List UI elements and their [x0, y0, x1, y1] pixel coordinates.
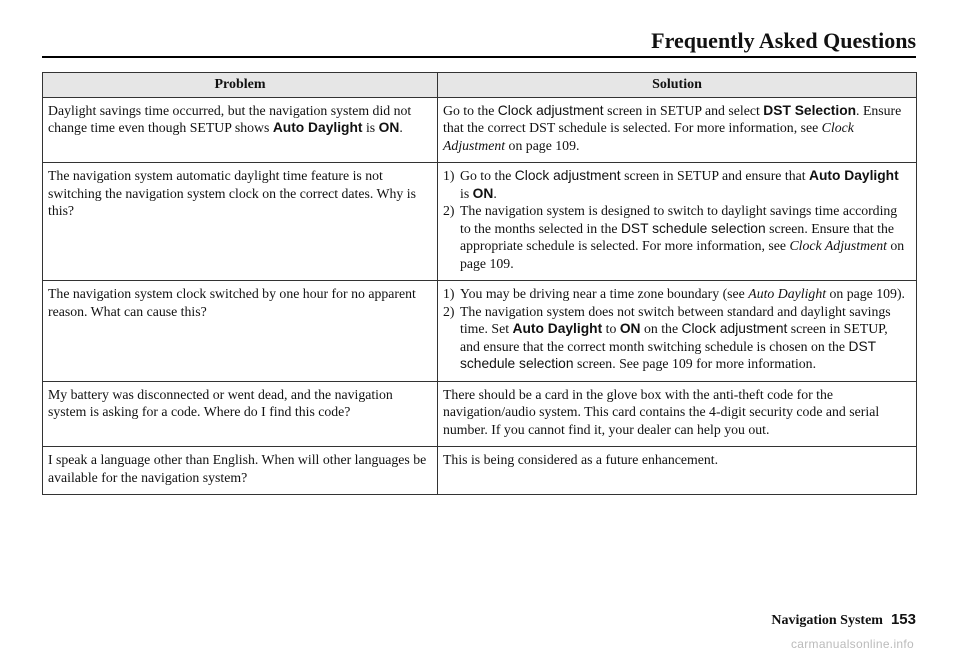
- solution-column-header: Solution: [438, 73, 917, 98]
- table-row: [43, 381, 917, 447]
- solution-text: screen in SETUP and ensure that: [620, 168, 810, 183]
- table-row: [43, 281, 917, 382]
- cross-reference: Clock Adjustment: [443, 120, 854, 153]
- solution-cell: There should be a card in the glove box with the anti-theft code for the navigation/audio system. This card contains the 4-digit security code and serial number. If you cannot find it, your dealer can help you out.: [438, 381, 917, 447]
- solution-text: screen. Ensure that the appropriate schedule is selected. For more information, see: [460, 220, 894, 253]
- problem-text: is: [362, 120, 379, 135]
- solution-text: The navigation system does not switch between standard and daylight savings time. Set: [460, 303, 891, 336]
- problem-cell: [43, 97, 438, 163]
- solution-text: .: [493, 185, 497, 201]
- setting-name: Auto Daylight: [809, 168, 899, 183]
- solution-text: on page 109).: [826, 286, 905, 301]
- setting-value: ON: [378, 120, 400, 135]
- setting-name: Auto Daylight: [272, 120, 363, 135]
- problem-column-header: Problem: [43, 73, 438, 98]
- solution-cell: [438, 97, 917, 163]
- solution-text: Ensure that the correct DST schedule is selected. For more information, see: [443, 102, 902, 135]
- setting-value: ON: [472, 185, 494, 201]
- solution-cell: [438, 281, 917, 382]
- problem-text: Daylight savings time occurred, but the navigation system did not change time even though SETUP shows: [48, 102, 412, 135]
- step-number: 2): [443, 303, 455, 319]
- page-title: Frequently Asked Questions: [651, 28, 916, 53]
- table-header-row: [43, 73, 917, 98]
- solution-text: on page 109.: [505, 137, 580, 153]
- cross-reference: Clock Adjustment: [789, 238, 887, 253]
- step-text: [460, 285, 905, 303]
- setting-name: Auto Daylight: [512, 321, 603, 336]
- solution-text: You may be driving near a time zone boundary (see: [460, 286, 749, 301]
- page-footer: [771, 611, 916, 629]
- problem-cell: The navigation system automatic daylight time feature is not switching the navigation system clock on the correct dates. Why is this?: [43, 163, 438, 281]
- solution-step: [443, 167, 910, 202]
- step-number: 1): [443, 168, 455, 183]
- problem-text: .: [399, 120, 403, 135]
- solution-step: [443, 303, 910, 373]
- table-row: [43, 163, 917, 281]
- step-number: 2): [443, 203, 455, 218]
- page-number: 153: [890, 611, 916, 628]
- screen-name: DST schedule selection: [620, 220, 766, 236]
- step-text: [460, 202, 910, 272]
- solution-text: Go to the: [460, 168, 515, 183]
- table-row: [43, 447, 917, 495]
- solution-text: screen. See page 109 for more information.: [573, 356, 817, 371]
- step-text: [460, 303, 910, 373]
- solution-text: to: [602, 321, 620, 336]
- screen-name: Clock adjustment: [681, 321, 788, 336]
- solution-step: [443, 202, 910, 272]
- step-text: [460, 167, 910, 202]
- faq-table: [42, 72, 917, 495]
- step-number: 1): [443, 286, 455, 301]
- solution-cell: [438, 163, 917, 281]
- table-row: [43, 97, 917, 163]
- solution-text: screen in SETUP, and ensure that the correct month switching schedule is chosen on the: [460, 321, 888, 354]
- solution-step: [443, 285, 910, 303]
- solution-text: on the: [640, 321, 682, 336]
- solution-text: The navigation system is designed to switch to daylight savings time according to the months selected in the: [460, 203, 898, 236]
- watermark: carmanualsonline.info: [790, 637, 914, 651]
- solution-text: is: [460, 185, 473, 201]
- title-rule: [42, 56, 916, 58]
- footer-section-title: Navigation System: [771, 613, 883, 628]
- setting-value: ON: [619, 321, 641, 336]
- solution-text: screen in SETUP and select: [603, 102, 764, 118]
- problem-cell: My battery was disconnected or went dead, and the navigation system is asking for a code. Where do I find this code?: [43, 381, 438, 447]
- screen-name: DST schedule selection: [460, 338, 876, 371]
- screen-name: Clock adjustment: [514, 168, 621, 183]
- solution-cell: This is being considered as a future enhancement.: [438, 447, 917, 495]
- cross-reference: Auto Daylight: [748, 286, 827, 301]
- solution-text: on page 109.: [460, 238, 905, 271]
- screen-name: Clock adjustment: [497, 102, 604, 118]
- problem-cell: I speak a language other than English. When will other languages be available for the navigation system?: [43, 447, 438, 495]
- problem-cell: The navigation system clock switched by one hour for no apparent reason. What can cause this?: [43, 281, 438, 382]
- setting-name: DST Selection: [763, 102, 857, 118]
- solution-text: .: [856, 102, 860, 118]
- solution-text: Go to the: [443, 102, 498, 118]
